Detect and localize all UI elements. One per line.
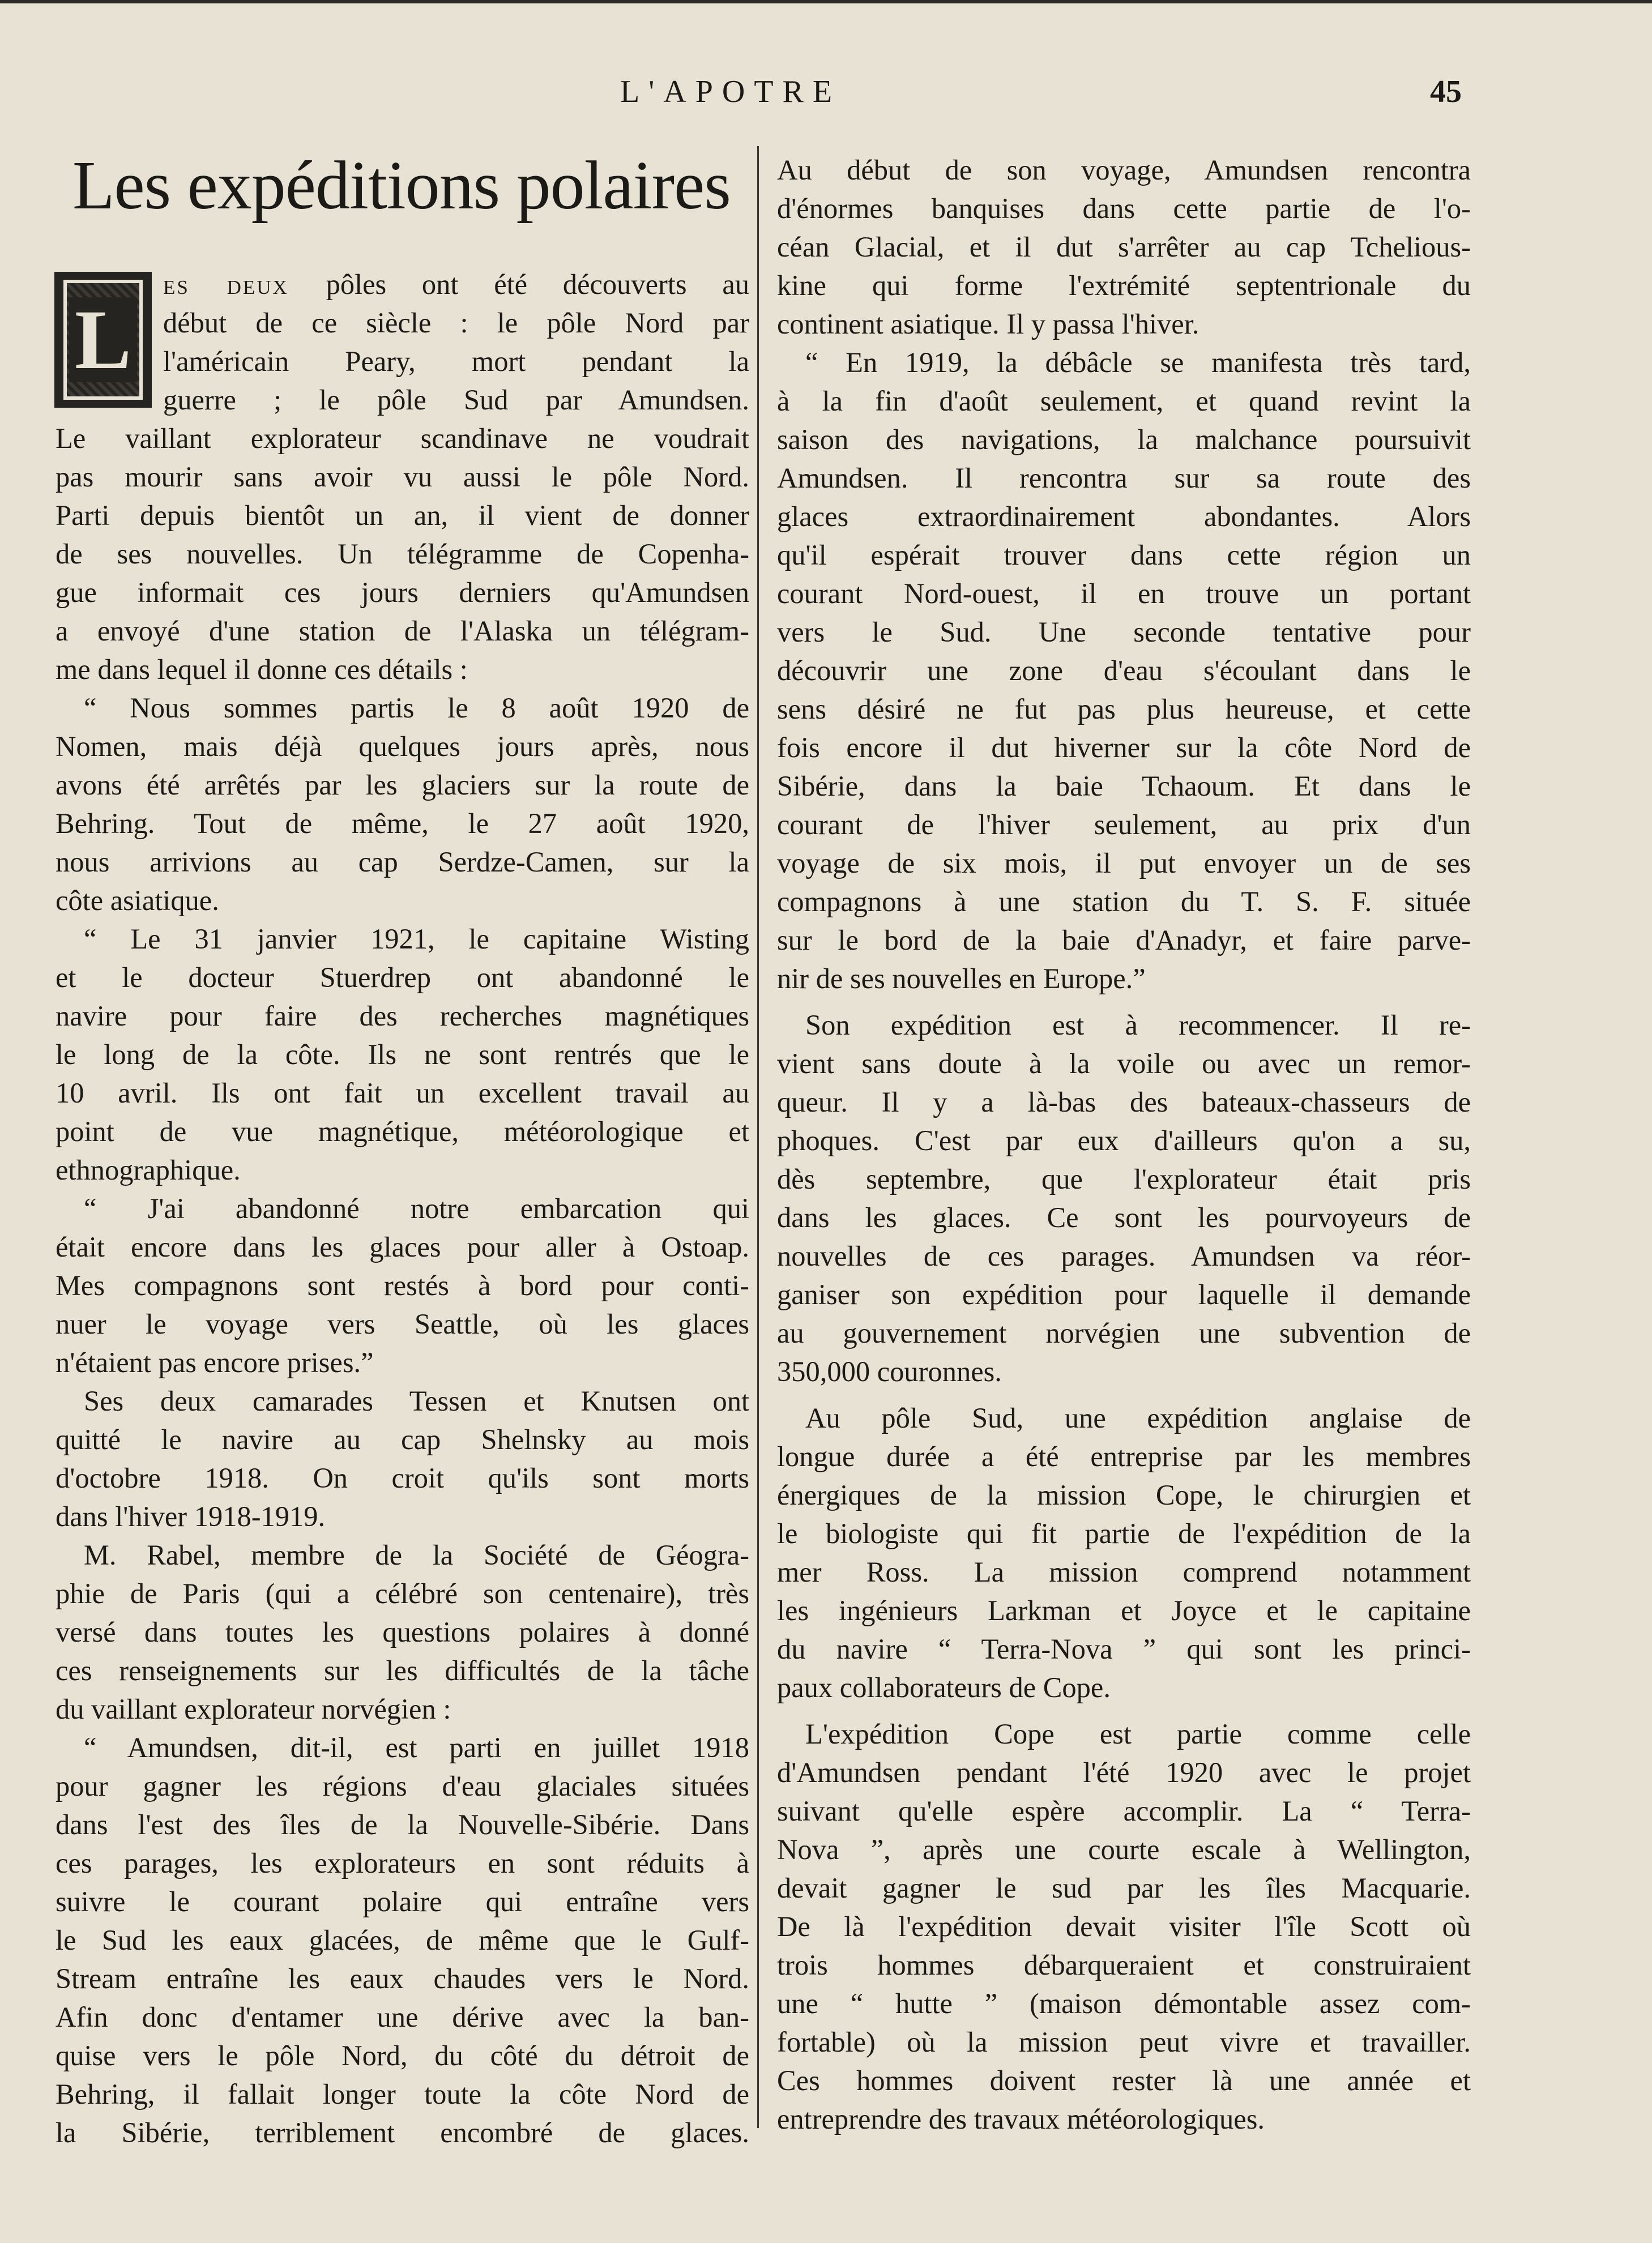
article-line: céan Glacial, et il dut s'arrêter au cap Tchelious- — [777, 231, 1471, 263]
article-line: De là l'expédition devait visiter l'île Scott où — [777, 1911, 1471, 1942]
article-line: suivre le courant polaire qui entraîne vers — [56, 1886, 749, 1917]
article-line: dans l'hiver 1918-1919. — [56, 1501, 326, 1532]
article-line: Stream entraîne les eaux chaudes vers le Nord. — [56, 1963, 749, 1994]
article-line: Nova ”, après une courte escale à Wellington, — [777, 1834, 1471, 1865]
article-line: phoques. C'est par eux d'ailleurs qu'on a su, — [777, 1125, 1471, 1156]
article-line: d'octobre 1918. On croit qu'ils sont morts — [56, 1462, 749, 1494]
article-line: ces renseignements sur les difficultés de la tâche — [56, 1655, 749, 1686]
article-line: quitté le navire au cap Shelnsky au mois — [56, 1424, 749, 1455]
article-line: découvrir une zone d'eau s'écoulant dans le — [777, 655, 1471, 686]
article-line: “ J'ai abandonné notre embarcation qui — [84, 1193, 749, 1224]
article-line: dans les glaces. Ce sont les pourvoyeurs de — [777, 1202, 1471, 1233]
article-line: Le vaillant explorateur scandinave ne voudrait — [56, 422, 749, 454]
article-line: devait gagner le sud par les îles Macquarie. — [777, 1872, 1471, 1904]
article-line: longue durée a été entreprise par les membres — [777, 1441, 1471, 1472]
article-line: 350,000 couronnes. — [777, 1356, 1002, 1387]
article-line: Afin donc d'entamer une dérive avec la ban- — [56, 2001, 749, 2033]
article-line: de ses nouvelles. Un télégramme de Copenha- — [56, 538, 749, 570]
article-line: qu'il espérait trouver dans cette région un — [777, 539, 1471, 571]
article-line: les ingénieurs Larkman et Joyce et le capitaine — [777, 1595, 1471, 1626]
article-line: gue informait ces jours derniers qu'Amundsen — [56, 576, 749, 608]
article-line: navire pour faire des recherches magnétiques — [56, 1000, 749, 1032]
article-line: mer Ross. La mission comprend notamment — [777, 1556, 1471, 1588]
article-line: 10 avril. Ils ont fait un excellent travail au — [56, 1077, 749, 1109]
article-line: Au pôle Sud, une expédition anglaise de — [805, 1402, 1471, 1434]
article-line: Au début de son voyage, Amundsen rencontra — [777, 154, 1471, 186]
article-line: ganiser son expédition pour laquelle il demande — [777, 1279, 1471, 1310]
article-line: énergiques de la mission Cope, le chirurgien et — [777, 1479, 1471, 1511]
opening-text: pôles ont été découverts au — [326, 268, 749, 300]
article-line: Son expédition est à recommencer. Il re- — [805, 1009, 1471, 1041]
article-line: nous arrivions au cap Serdze-Camen, sur la — [56, 846, 749, 878]
article-line: le biologiste qui fit partie de l'expédition de la — [777, 1518, 1471, 1549]
article-line: compagnons à une station du T. S. F. située — [777, 886, 1471, 917]
article-line: point de vue magnétique, météorologique et — [56, 1116, 749, 1147]
article-line: phie de Paris (qui a célébré son centenaire), très — [56, 1578, 749, 1609]
article-line: le Sud les eaux glacées, de même que le Gulf- — [56, 1924, 749, 1956]
article-line: Ces hommes doivent rester là une année et — [777, 2065, 1471, 2096]
article-line: dans l'est des îles de la Nouvelle-Sibérie. Dans — [56, 1809, 749, 1840]
article-line: M. Rabel, membre de la Société de Géogra- — [84, 1539, 749, 1571]
article-line: courant Nord-ouest, il en trouve un portant — [777, 578, 1471, 609]
article-line: nouvelles de ces parages. Amundsen va réor- — [777, 1240, 1471, 1272]
article-line: pour gagner les régions d'eau glaciales situées — [56, 1770, 749, 1802]
dropcap-frame — [63, 280, 143, 400]
article-line: vers le Sud. Une seconde tentative pour — [777, 616, 1471, 648]
article-line: “ Le 31 janvier 1921, le capitaine Wisting — [84, 923, 749, 955]
article-line: au gouvernement norvégien une subvention de — [777, 1317, 1471, 1349]
dropcap-ornament — [54, 272, 152, 408]
article-line: Parti depuis bientôt un an, il vient de donner — [56, 499, 749, 531]
article-line: pas mourir sans avoir vu aussi le pôle Nord. — [56, 461, 749, 493]
article-line: ethnographique. — [56, 1154, 241, 1186]
article-line: la Sibérie, terriblement encombré de glaces. — [56, 2117, 749, 2148]
article-line — [163, 265, 749, 304]
article-line: fortable) où la mission peut vivre et travailler. — [777, 2026, 1471, 2058]
article-line: avons été arrêtés par les glaciers sur la route de — [56, 769, 749, 801]
article-line: d'Amundsen pendant l'été 1920 avec le projet — [777, 1757, 1471, 1788]
article-line: Ses deux camarades Tessen et Knutsen ont — [84, 1385, 749, 1417]
article-line: d'énormes banquises dans cette partie de l'o- — [777, 193, 1471, 224]
page-number: 45 — [1430, 74, 1462, 109]
article-title: Les expéditions polaires — [72, 147, 731, 224]
article-line: n'étaient pas encore prises.” — [56, 1347, 374, 1378]
article-line: suivant qu'elle espère accomplir. La “ Terra- — [777, 1795, 1471, 1827]
article-line: ces parages, les explorateurs en sont réduits à — [56, 1847, 749, 1879]
article-line: fois encore il dut hiverner sur la côte Nord de — [777, 732, 1471, 763]
article-line: et le docteur Stuerdrep ont abandonné le — [56, 962, 749, 993]
article-line: L'expédition Cope est partie comme celle — [805, 1718, 1471, 1750]
article-line: continent asiatique. Il y passa l'hiver. — [777, 308, 1199, 340]
article-line: sens désiré ne fut pas plus heureuse, et cette — [777, 693, 1471, 725]
column-divider — [757, 146, 759, 2128]
article-line: sur le bord de la baie d'Anadyr, et faire parve- — [777, 924, 1471, 956]
opening-smallcaps: es deux — [163, 268, 326, 300]
running-header: L'APOTRE — [620, 74, 842, 109]
article-line: trois hommes débarqueraient et construiraient — [777, 1949, 1471, 1981]
article-line: “ Amundsen, dit-il, est parti en juillet 1918 — [84, 1732, 749, 1763]
article-line: l'américain Peary, mort pendant la — [163, 345, 749, 377]
article-line: côte asiatique. — [56, 885, 219, 916]
article-line: était encore dans les glaces pour aller à Ostoap. — [56, 1231, 749, 1263]
article-line: nuer le voyage vers Seattle, où les glaces — [56, 1308, 749, 1340]
article-line: Sibérie, dans la baie Tchaoum. Et dans le — [777, 770, 1471, 802]
article-line: vient sans doute à la voile ou avec un remor- — [777, 1048, 1471, 1079]
article-line: Amundsen. Il rencontra sur sa route des — [777, 462, 1471, 494]
article-line: queur. Il y a là-bas des bateaux-chasseurs de — [777, 1086, 1471, 1118]
page-top-border — [0, 0, 1652, 3]
article-line: guerre ; le pôle Sud par Amundsen. — [163, 384, 749, 416]
article-line: paux collaborateurs de Cope. — [777, 1672, 1111, 1703]
article-line: Behring. Tout de même, le 27 août 1920, — [56, 808, 749, 839]
article-line: courant de l'hiver seulement, au prix d'un — [777, 809, 1471, 840]
article-line: Mes compagnons sont restés à bord pour conti- — [56, 1270, 749, 1301]
article-line: nir de ses nouvelles en Europe.” — [777, 963, 1146, 994]
article-line: kine qui forme l'extrémité septentrionale du — [777, 270, 1471, 301]
article-line: glaces extraordinairement abondantes. Alors — [777, 501, 1471, 532]
article-line: “ En 1919, la débâcle se manifesta très tard, — [805, 347, 1471, 378]
article-line: du vaillant explorateur norvégien : — [56, 1693, 451, 1725]
article-line: le long de la côte. Ils ne sont rentrés que le — [56, 1039, 749, 1070]
article-line: “ Nous sommes partis le 8 août 1920 de — [84, 692, 749, 724]
article-line: quise vers le pôle Nord, du côté du détroit de — [56, 2040, 749, 2071]
article-line: a envoyé d'une station de l'Alaska un télégram- — [56, 615, 749, 647]
article-line: début de ce siècle : le pôle Nord par — [163, 307, 749, 339]
article-line: à la fin d'août seulement, et quand revint la — [777, 385, 1471, 417]
article-line: saison des navigations, la malchance poursuivit — [777, 424, 1471, 455]
article-line: dès septembre, que l'explorateur était pris — [777, 1163, 1471, 1195]
article-line: une “ hutte ” (maison démontable assez com- — [777, 1988, 1471, 2019]
article-line: voyage de six mois, il put envoyer un de ses — [777, 847, 1471, 879]
article-line: entreprendre des travaux météorologiques. — [777, 2103, 1265, 2135]
article-line: du navire “ Terra-Nova ” qui sont les princi- — [777, 1633, 1471, 1665]
article-line: me dans lequel il donne ces détails : — [56, 653, 468, 685]
article-line: Nomen, mais déjà quelques jours après, nous — [56, 730, 749, 762]
article-line: versé dans toutes les questions polaires à donné — [56, 1616, 749, 1648]
article-line: Behring, il fallait longer toute la côte Nord de — [56, 2078, 749, 2110]
dropcap-letter: L — [69, 297, 137, 382]
